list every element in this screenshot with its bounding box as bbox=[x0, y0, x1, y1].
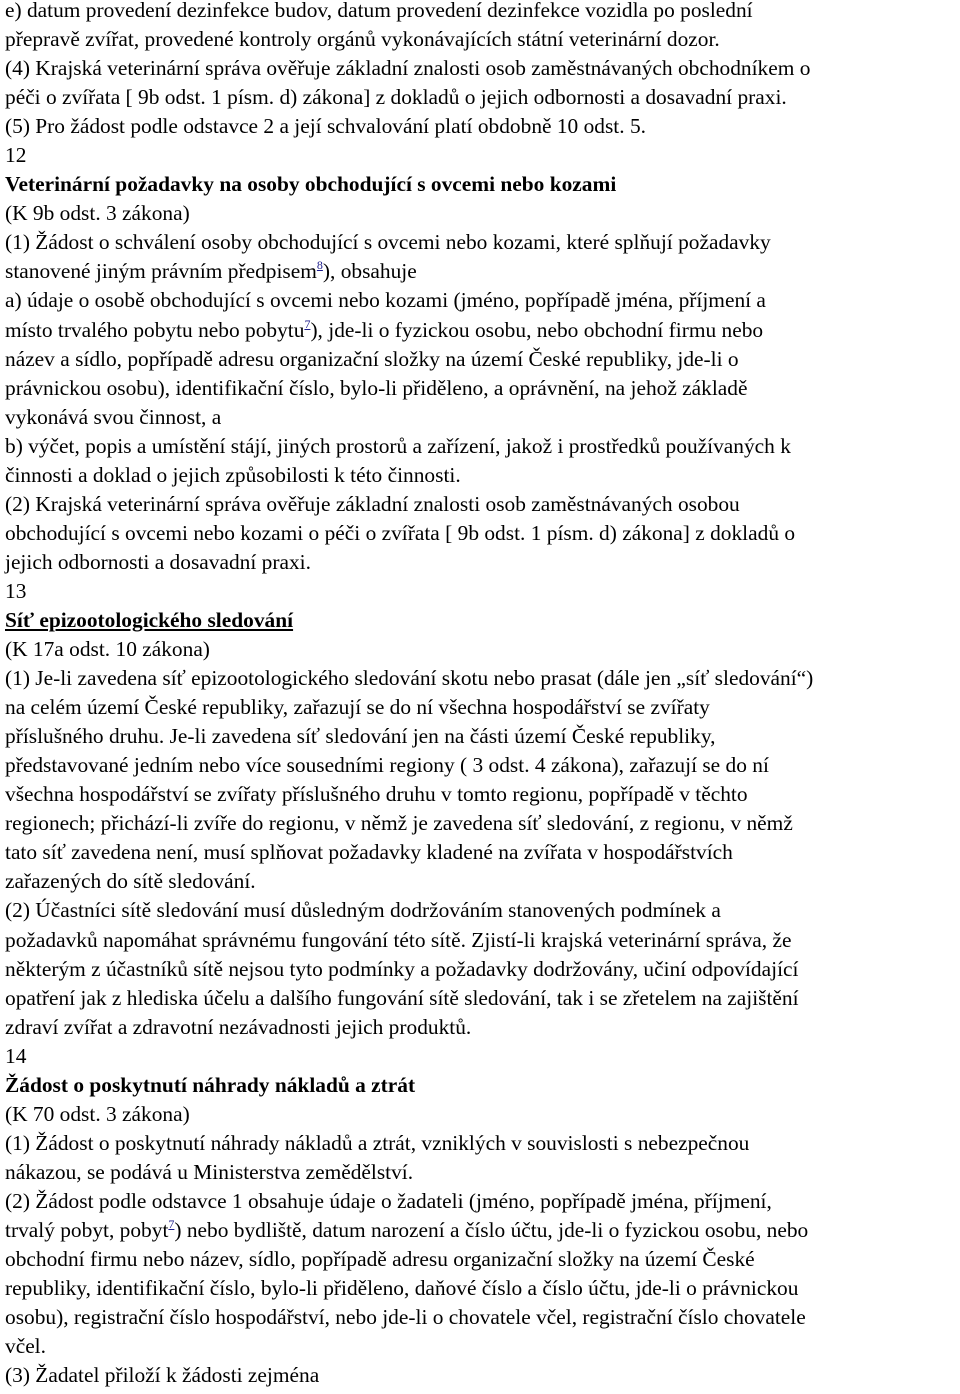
text-line-with-footnote bbox=[5, 1216, 957, 1245]
text-line: (2) Krajská veterinární správa ověřuje základní znalosti osob zaměstnávaných osobou bbox=[5, 491, 740, 516]
text-line: e) datum provedení dezinfekce budov, datum provedení dezinfekce vozidla po poslední bbox=[5, 0, 753, 22]
text-line: některým z účastníků sítě nejsou tyto podmínky a požadavky dodržovány, učiní odpovídající bbox=[5, 956, 799, 981]
text-line: právnickou osobu), identifikační číslo, bylo-li přiděleno, a oprávnění, na jehož základě bbox=[5, 375, 748, 400]
text-line: požadavků napomáhat správnému fungování této sítě. Zjistí-li krajská veterinární správa, že bbox=[5, 927, 792, 952]
text-line: (4) Krajská veterinární správa ověřuje základní znalosti osob zaměstnávaných obchodníkem o bbox=[5, 56, 811, 81]
text-line: regionech; přichází-li zvíře do regionu, v němž je zavedena síť sledování, z regionu, v němž bbox=[5, 811, 793, 836]
footnote-link[interactable]: 7 bbox=[304, 316, 311, 331]
line-text: místo trvalého pobytu nebo pobytu bbox=[5, 317, 305, 342]
section-reference: (K 17a odst. 10 zákona) bbox=[5, 637, 210, 662]
line-text: ) nebo bydliště, datum narození a číslo účtu, jde-li o fyzickou osobu, nebo bbox=[174, 1217, 809, 1242]
line-text: stanovené jiným právním předpisem bbox=[5, 259, 317, 284]
text-line: opatření jak z hlediska účelu a dalšího fungování sítě sledování, tak i se zřetelem na zajištění bbox=[5, 985, 799, 1010]
line-text: ), jde-li o fyzickou osobu, nebo obchodní firmu nebo bbox=[310, 317, 764, 342]
text-line: všechna hospodářství se zvířaty příslušného druhu v tomto regionu, popřípadě v těchto bbox=[5, 782, 748, 807]
text-line: (2) Účastníci sítě sledování musí důsledným dodržováním stanovených podmínek a bbox=[5, 898, 721, 923]
text-line: příslušného druhu. Je-li zavedena síť sledování jen na části území České republiky, bbox=[5, 724, 716, 749]
text-line: na celém území České republiky, zařazují se do ní všechna hospodářství se zvířaty bbox=[5, 695, 710, 720]
text-line: b) výčet, popis a umístění stájí, jiných prostorů a zařízení, jakož i prostředků používaných k bbox=[5, 433, 791, 458]
text-line-with-footnote bbox=[5, 316, 957, 345]
line-text: trvalý pobyt, pobyt bbox=[5, 1217, 169, 1242]
section-heading: Veterinární požadavky na osoby obchodující s ovcemi nebo kozami bbox=[5, 172, 617, 197]
text-line: zdraví zvířat a zdravotní nezávadnosti jejich produktů. bbox=[5, 1014, 472, 1039]
text-line: obchodující s ovcemi nebo kozami o péči o zvířata [ 9b odst. 1 písm. d) zákona] z dokladů o bbox=[5, 520, 796, 545]
footnote-link[interactable]: 7 bbox=[168, 1216, 175, 1231]
text-line: péči o zvířata [ 9b odst. 1 písm. d) zákona] z dokladů o jejich odbornosti a dosavadní praxi. bbox=[5, 85, 787, 110]
text-line: tato síť zavedena není, musí splňovat požadavky kladené na zvířata v hospodářstvích bbox=[5, 840, 733, 865]
text-line: nákazou, se podává u Ministerstva zemědělství. bbox=[5, 1159, 414, 1184]
section-heading: Žádost o poskytnutí náhrady nákladů a ztrát bbox=[5, 1072, 416, 1097]
section-number: 14 bbox=[5, 1043, 27, 1068]
text-line: zařazených do sítě sledování. bbox=[5, 869, 256, 894]
text-line-with-footnote bbox=[5, 257, 957, 286]
section-heading: Síť epizootologického sledování bbox=[5, 607, 294, 632]
text-line: (1) Žádost o poskytnutí náhrady nákladů a ztrát, vzniklých v souvislosti s nebezpečnou bbox=[5, 1130, 750, 1155]
text-line: (1) Je-li zavedena síť epizootologického sledování skotu nebo prasat (dále jen „síť sledování“) bbox=[5, 666, 814, 691]
text-line: obchodní firmu nebo název, sídlo, popřípadě adresu organizační složky na území České bbox=[5, 1247, 755, 1272]
section-reference: (K 9b odst. 3 zákona) bbox=[5, 201, 190, 226]
line-text: ), obsahuje bbox=[322, 259, 417, 284]
section-number: 12 bbox=[5, 143, 27, 168]
text-line: (3) Žadatel přiloží k žádosti zejména bbox=[5, 1363, 320, 1388]
text-line: (5) Pro žádost podle odstavce 2 a její schvalování platí obdobně 10 odst. 5. bbox=[5, 114, 646, 139]
section-reference: (K 70 odst. 3 zákona) bbox=[5, 1101, 190, 1126]
footnote-link[interactable]: 8 bbox=[316, 258, 323, 273]
document-page bbox=[5, 0, 957, 1394]
text-line: a) údaje o osobě obchodující s ovcemi nebo kozami (jméno, popřípadě jména, příjmení a bbox=[5, 288, 766, 313]
text-line: jejich odbornosti a dosavadní praxi. bbox=[5, 549, 311, 574]
text-line: vykonává svou činnost, a bbox=[5, 404, 222, 429]
text-line: představované jedním nebo více sousedními regiony ( 3 odst. 4 zákona), zařazují se do ní bbox=[5, 753, 769, 778]
section-number: 13 bbox=[5, 578, 27, 603]
text-line: osobu), registrační číslo hospodářství, nebo jde-li o chovatele včel, registrační číslo chovatele bbox=[5, 1305, 806, 1330]
text-line: republiky, identifikační číslo, bylo-li přiděleno, daňové číslo a číslo účtu, jde-li o právnickou bbox=[5, 1276, 799, 1301]
text-line: činnosti a doklad o jejich způsobilosti k této činnosti. bbox=[5, 462, 461, 487]
text-line: včel. bbox=[5, 1334, 46, 1359]
text-line: (1) Žádost o schválení osoby obchodující s ovcemi nebo kozami, které splňují požadavky bbox=[5, 230, 771, 255]
text-line: název a sídlo, popřípadě adresu organizační složky na území České republiky, jde-li o bbox=[5, 346, 739, 371]
text-line: přepravě zvířat, provedené kontroly orgánů vykonávajících státní veterinární dozor. bbox=[5, 27, 720, 52]
text-line: (2) Žádost podle odstavce 1 obsahuje údaje o žadateli (jméno, popřípadě jména, příjmení, bbox=[5, 1188, 772, 1213]
